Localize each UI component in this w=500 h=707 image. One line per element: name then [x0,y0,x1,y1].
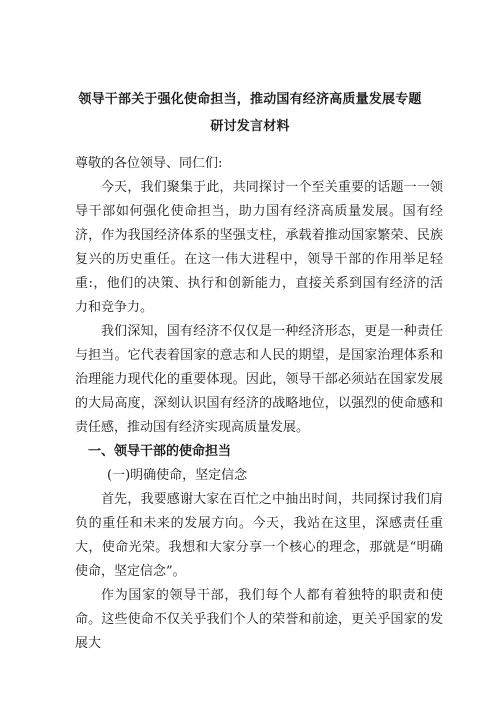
paragraph-1: 今天，我们聚集于此，共同探讨一个至关重要的话题一一领导干部如何强化使命担当，助力国有经济高质量发展。国有经济，作为我国经济体系的坚强支柱，承载着推动国家繁荣、民族复兴的历史重任。在这一伟大进程中，领导干部的作用举足轻重:，他们的决策、执行和创新能力，直接关系到国有经济的活力和竞争力。 [75,180,443,315]
subsection-heading-1: (一)明确使命，坚定信念 [107,468,248,483]
section-heading-1: 一、领导干部的使命担当 [88,444,232,459]
title-line-1: 领导干部关于强化使命担当，推动国有经济高质量发展专题 [78,92,422,107]
paragraph-3: 首先，我要感谢大家在百忙之中抽出时间，共同探讨我们肩负的重任和未来的发展方向。今天，我站在这里，深感责任重大，使命光荣。我想和大家分享一个核心的理念，那就是“明确使命，坚定信念”。 [75,492,443,579]
document-body [75,152,443,656]
title-line-2: 研讨发言材料 [210,119,290,134]
paragraph-4: 作为国家的领导干部，我们每个人都有着独特的职责和使命。这些使命不仅关乎我们个人的荣誉和前途，更关乎国家的发展大 [75,588,443,651]
paragraph-2: 我们深知，国有经济不仅仅是一种经济形态，更是一种责任与担当。它代表着国家的意志和人民的期望，是国家治理体系和治理能力现代化的重要体现。因此，领导干部必须站在国家发展的大局高度，深刻认识国有经济的战略地位，以强烈的使命感和责任感，推动国有经济实现高质量发展。 [75,324,443,435]
document-title [64,86,436,140]
greeting: 尊敬的各位领导、同仁们: [75,156,223,171]
